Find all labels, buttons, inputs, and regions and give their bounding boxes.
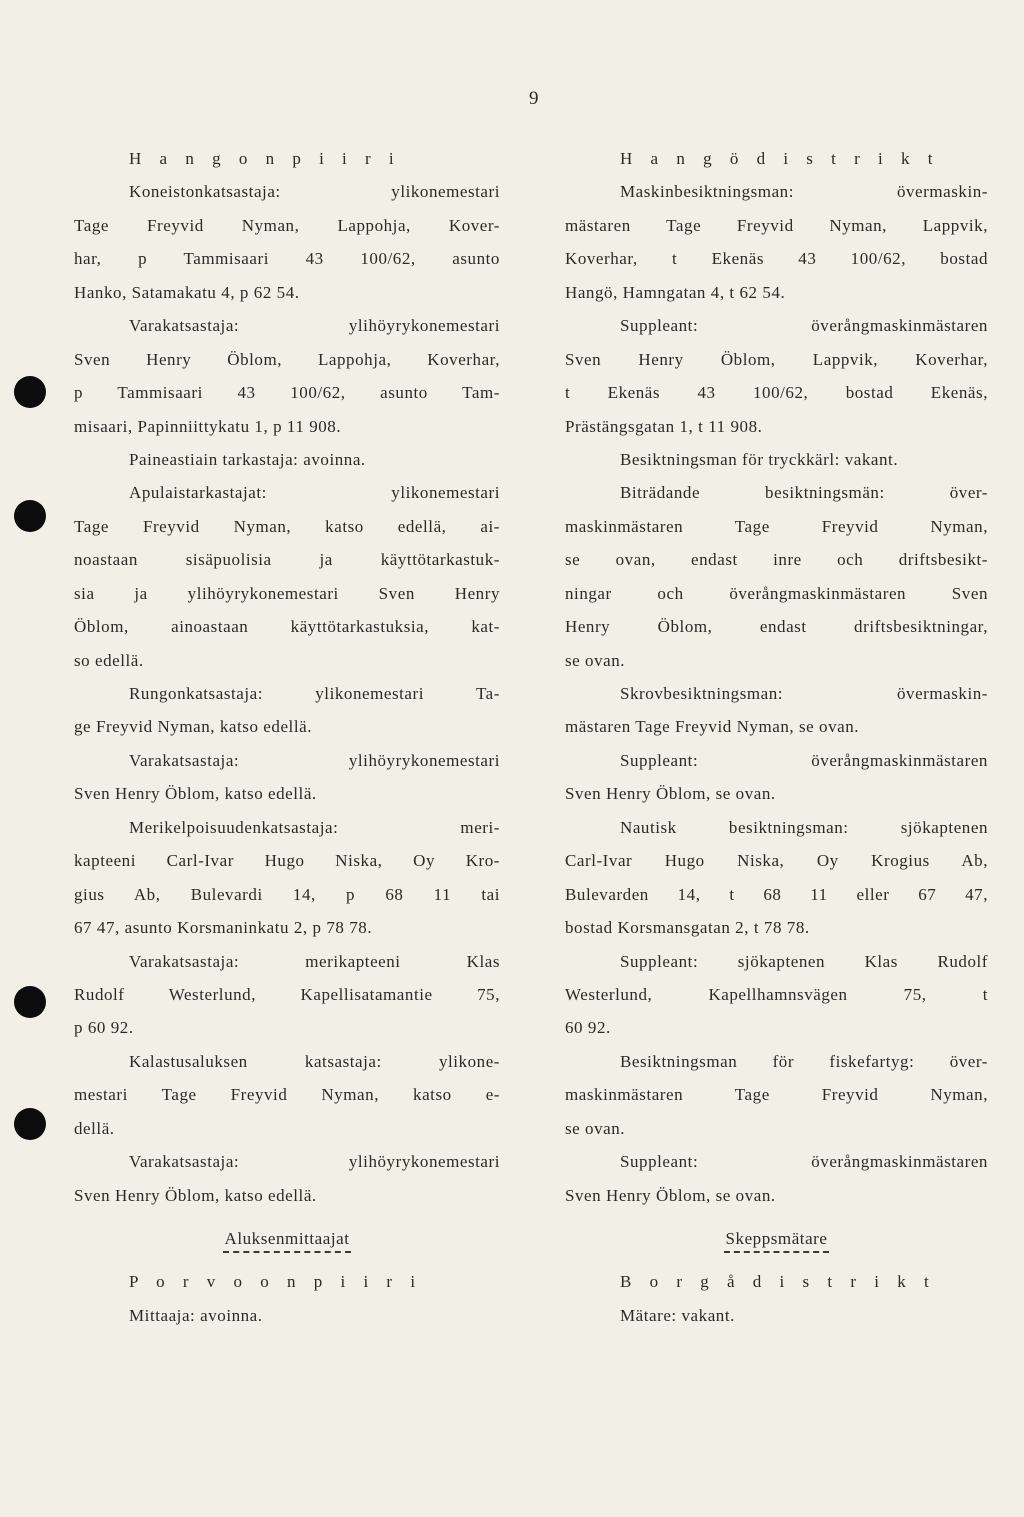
section-title bbox=[74, 1222, 500, 1255]
text-line: Rungonkatsastaja: ylikonemestari Ta- bbox=[129, 684, 500, 703]
text-line: dellä. bbox=[74, 1118, 115, 1138]
text-line: kapteeni Carl-Ivar Hugo Niska, Oy Kro- bbox=[74, 851, 500, 871]
text-line: Hanko, Satamakatu 4, p 62 54. bbox=[74, 282, 300, 302]
binder-hole bbox=[14, 1108, 46, 1140]
text-line: Koneistonkatsastaja: ylikonemestari bbox=[129, 182, 500, 202]
text-line: Tage Freyvid Nyman, katso edellä, ai- bbox=[74, 516, 500, 536]
text-line: mästaren Tage Freyvid Nyman, se ovan. bbox=[565, 717, 860, 737]
text-line: Besiktningsman för fiskefartyg: över- bbox=[620, 1051, 988, 1071]
section-gap bbox=[565, 1255, 988, 1265]
text-line: Suppleant: överångmaskinmästaren bbox=[620, 750, 988, 770]
finnish-column bbox=[74, 142, 500, 1332]
text-line: ge Freyvid Nyman, katso edellä. bbox=[74, 717, 312, 737]
text-line: Suppleant: sjökaptenen Klas Rudolf bbox=[620, 951, 988, 971]
text-line: Henry Öblom, endast driftsbesiktningar, bbox=[565, 617, 988, 637]
text-line: ningar och överångmaskinmästaren Sven bbox=[565, 583, 988, 603]
text-line: maskinmästaren Tage Freyvid Nyman, bbox=[565, 1085, 988, 1105]
page-number: 9 bbox=[529, 88, 539, 109]
text-line: Suppleant: överångmaskinmästaren bbox=[620, 316, 988, 336]
text-line: 67 47, asunto Korsmaninkatu 2, p 78 78. bbox=[74, 918, 373, 938]
binder-hole bbox=[14, 986, 46, 1018]
district-heading: B o r g å d i s t r i k t bbox=[620, 1272, 936, 1292]
text-line: so edellä. bbox=[74, 650, 144, 670]
text-line: Rudolf Westerlund, Kapellisatamantie 75, bbox=[74, 984, 500, 1004]
measurer-line: Mätare: vakant. bbox=[620, 1305, 735, 1325]
text-line: Sven Henry Öblom, katso edellä. bbox=[74, 1185, 317, 1205]
text-line: sia ja ylihöyrykonemestari Sven Henry bbox=[74, 583, 500, 603]
text-line: 60 92. bbox=[565, 1018, 611, 1038]
text-line: har, p Tammisaari 43 100/62, asunto bbox=[74, 249, 500, 269]
text-line: misaari, Papinniittykatu 1, p 11 908. bbox=[74, 416, 342, 436]
text-line: p 60 92. bbox=[74, 1018, 134, 1038]
text-line: Biträdande besiktningsmän: över- bbox=[620, 483, 988, 503]
section-title-text: Aluksenmittaajat bbox=[223, 1227, 352, 1253]
section-gap bbox=[74, 1255, 500, 1265]
district-heading: H a n g o n p i i r i bbox=[129, 149, 401, 168]
district-heading: P o r v o o n p i i r i bbox=[129, 1272, 423, 1292]
text-line: noastaan sisäpuolisia ja käyttötarkastuk- bbox=[74, 550, 500, 570]
district-heading: H a n g ö d i s t r i k t bbox=[620, 149, 940, 168]
text-line: Westerlund, Kapellhamnsvägen 75, t bbox=[565, 984, 988, 1004]
text-line: Sven Henry Öblom, katso edellä. bbox=[74, 784, 317, 804]
text-line: Sven Henry Öblom, se ovan. bbox=[565, 1185, 776, 1205]
text-line: bostad Korsmansgatan 2, t 78 78. bbox=[565, 918, 810, 938]
text-line: Varakatsastaja: ylihöyrykonemestari bbox=[129, 316, 500, 336]
text-line: Koverhar, t Ekenäs 43 100/62, bostad bbox=[565, 249, 988, 269]
text-line: Sven Henry Öblom, se ovan. bbox=[565, 784, 776, 804]
binder-hole bbox=[14, 376, 46, 408]
text-line: Suppleant: överångmaskinmästaren bbox=[620, 1152, 988, 1172]
text-line: p Tammisaari 43 100/62, asunto Tam- bbox=[74, 383, 500, 403]
text-line: Nautisk besiktningsman: sjökaptenen bbox=[620, 817, 988, 837]
text-line: Bulevarden 14, t 68 11 eller 67 47, bbox=[565, 884, 988, 904]
text-line: Merikelpoisuudenkatsastaja: meri- bbox=[129, 817, 500, 837]
text-line: Varakatsastaja: ylihöyrykonemestari bbox=[129, 750, 500, 770]
swedish-column bbox=[565, 142, 988, 1332]
text-line: se ovan. bbox=[565, 650, 626, 670]
text-line: Öblom, ainoastaan käyttötarkastuksia, kat- bbox=[74, 617, 500, 637]
text-line: Besiktningsman för tryckkärl: vakant. bbox=[620, 449, 899, 469]
text-line: Varakatsastaja: ylihöyrykonemestari bbox=[129, 1152, 500, 1172]
text-line: mestari Tage Freyvid Nyman, katso e- bbox=[74, 1085, 500, 1105]
section-gap bbox=[74, 1212, 500, 1222]
text-line: gius Ab, Bulevardi 14, p 68 11 tai bbox=[74, 884, 500, 904]
section-title-text: Skeppsmätare bbox=[724, 1227, 830, 1253]
text-line: Hangö, Hamngatan 4, t 62 54. bbox=[565, 282, 786, 302]
text-line: se ovan. bbox=[565, 1118, 626, 1138]
text-line: mästaren Tage Freyvid Nyman, Lappvik, bbox=[565, 215, 988, 235]
text-line: se ovan, endast inre och driftsbesikt- bbox=[565, 550, 988, 570]
text-line: Tage Freyvid Nyman, Lappohja, Kover- bbox=[74, 215, 500, 235]
binder-hole bbox=[14, 500, 46, 532]
text-line: Kalastusaluksen katsastaja: ylikone- bbox=[129, 1051, 500, 1071]
measurer-line: Mittaaja: avoinna. bbox=[129, 1305, 263, 1325]
text-line: Maskinbesiktningsman: övermaskin- bbox=[620, 182, 988, 202]
text-line: Carl-Ivar Hugo Niska, Oy Krogius Ab, bbox=[565, 851, 988, 871]
text-line: Sven Henry Öblom, Lappohja, Koverhar, bbox=[74, 349, 500, 369]
text-line: maskinmästaren Tage Freyvid Nyman, bbox=[565, 516, 988, 536]
section-title bbox=[565, 1222, 988, 1255]
text-line: Paineastiain tarkastaja: avoinna. bbox=[129, 449, 366, 469]
text-line: Prästängsgatan 1, t 11 908. bbox=[565, 416, 763, 436]
text-line: Skrovbesiktningsman: övermaskin- bbox=[620, 684, 988, 703]
section-gap bbox=[565, 1212, 988, 1222]
text-line: Sven Henry Öblom, Lappvik, Koverhar, bbox=[565, 349, 988, 369]
text-line: Apulaistarkastajat: ylikonemestari bbox=[129, 483, 500, 503]
text-line: t Ekenäs 43 100/62, bostad Ekenäs, bbox=[565, 383, 988, 403]
text-line: Varakatsastaja: merikapteeni Klas bbox=[129, 951, 500, 971]
